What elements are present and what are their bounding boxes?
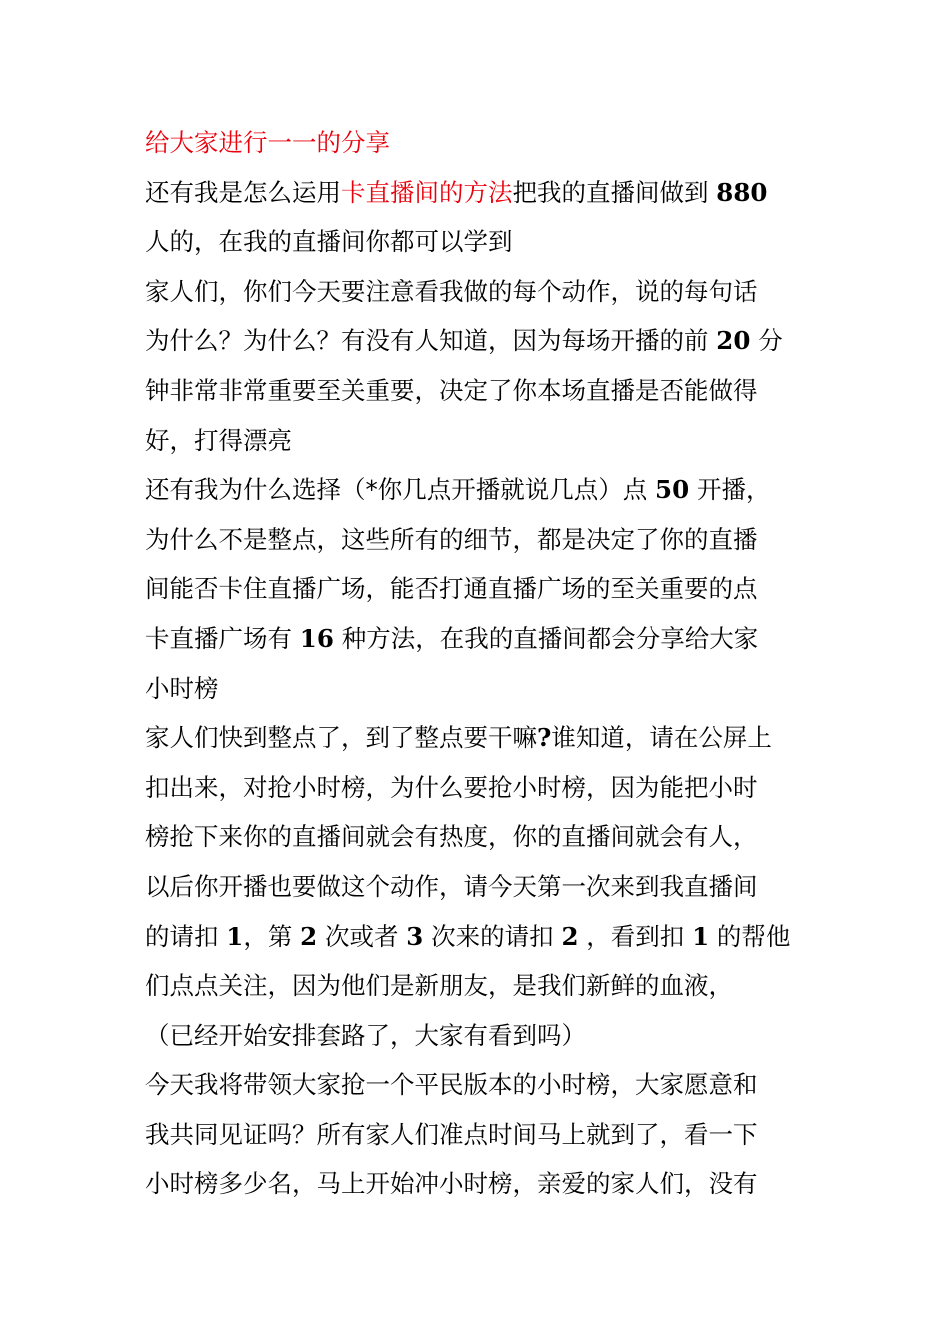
text-segment: 谁知道，请在公屏上 <box>551 723 772 753</box>
line-20: 今天我将带领大家抢一个平民版本的小时榜，大家愿意和 <box>145 1070 758 1100</box>
line-11 <box>145 614 813 664</box>
line-2 <box>145 168 813 218</box>
text-segment: 卡直播广场有 <box>145 623 300 653</box>
number: 1 <box>226 921 244 951</box>
number: 880 <box>716 177 768 207</box>
line-4: 家人们，你们今天要注意看我做的每个动作，说的每句话 <box>145 276 758 306</box>
text-segment: 次来的请扣 <box>423 921 562 951</box>
line-19: （已经开始安排套路了，大家有看到吗） <box>145 1020 586 1050</box>
line-7: 好，打得漂亮 <box>145 425 292 455</box>
number: 1 <box>692 921 710 951</box>
line-17 <box>145 912 813 962</box>
line-13 <box>145 713 813 763</box>
text-segment: 开播， <box>689 475 771 505</box>
line-18: 们点点关注，因为他们是新朋友，是我们新鲜的血液， <box>145 971 733 1001</box>
line-8 <box>145 465 813 515</box>
number: 16 <box>299 623 334 653</box>
line-22: 小时榜多少名，马上开始冲小时榜，亲爱的家人们，没有 <box>145 1169 758 1199</box>
text-segment: 种方法，在我的直播间都会分享给大家 <box>333 623 759 653</box>
line-9: 为什么不是整点，这些所有的细节，都是决定了你的直播 <box>145 524 758 554</box>
text-segment: 次或者 <box>317 921 407 951</box>
line-21: 我共同见证吗？所有家人们准点时间马上就到了，看一下 <box>145 1119 758 1149</box>
text-segment: 分 <box>750 326 783 356</box>
text-segment: 还有我是怎么运用 <box>145 177 341 207</box>
line-12-heading: 小时榜 <box>145 673 219 703</box>
line-6: 钟非常非常重要至关重要，决定了你本场直播是否能做得 <box>145 375 758 405</box>
line-14: 扣出来，对抢小时榜，为什么要抢小时榜，因为能把小时 <box>145 772 758 802</box>
line-15: 榜抢下来你的直播间就会有热度，你的直播间就会有人， <box>145 822 758 852</box>
text-segment: ，看到扣 <box>578 921 693 951</box>
number: 50 <box>655 475 690 505</box>
number: 2 <box>561 921 579 951</box>
line-1: 给大家进行一一的分享 <box>145 128 390 157</box>
text-segment: 把我的直播间做到 <box>512 177 717 207</box>
line-10: 间能否卡住直播广场，能否打通直播广场的至关重要的点 <box>145 574 758 604</box>
line-5 <box>145 316 813 366</box>
highlighted-phrase: 卡直播间的方法 <box>341 177 513 207</box>
text-segment: 为什么？为什么？有没有人知道，因为每场开播的前 <box>145 326 717 356</box>
text-segment: 家人们快到整点了，到了整点要干嘛 <box>145 723 537 753</box>
text-segment: ，第 <box>243 921 301 951</box>
line-16: 以后你开播也要做这个动作，请今天第一次来到我直播间 <box>145 871 758 901</box>
number: 3 <box>406 921 424 951</box>
question-mark: ? <box>537 723 552 753</box>
text-segment: 还有我为什么选择（*你几点开播就说几点）点 <box>145 475 656 505</box>
line-3: 人的，在我的直播间你都可以学到 <box>145 227 513 257</box>
number: 20 <box>716 326 751 356</box>
text-segment: 的请扣 <box>145 921 227 951</box>
text-segment: 的帮他 <box>709 921 791 951</box>
document-body <box>145 118 813 1209</box>
number: 2 <box>300 921 318 951</box>
